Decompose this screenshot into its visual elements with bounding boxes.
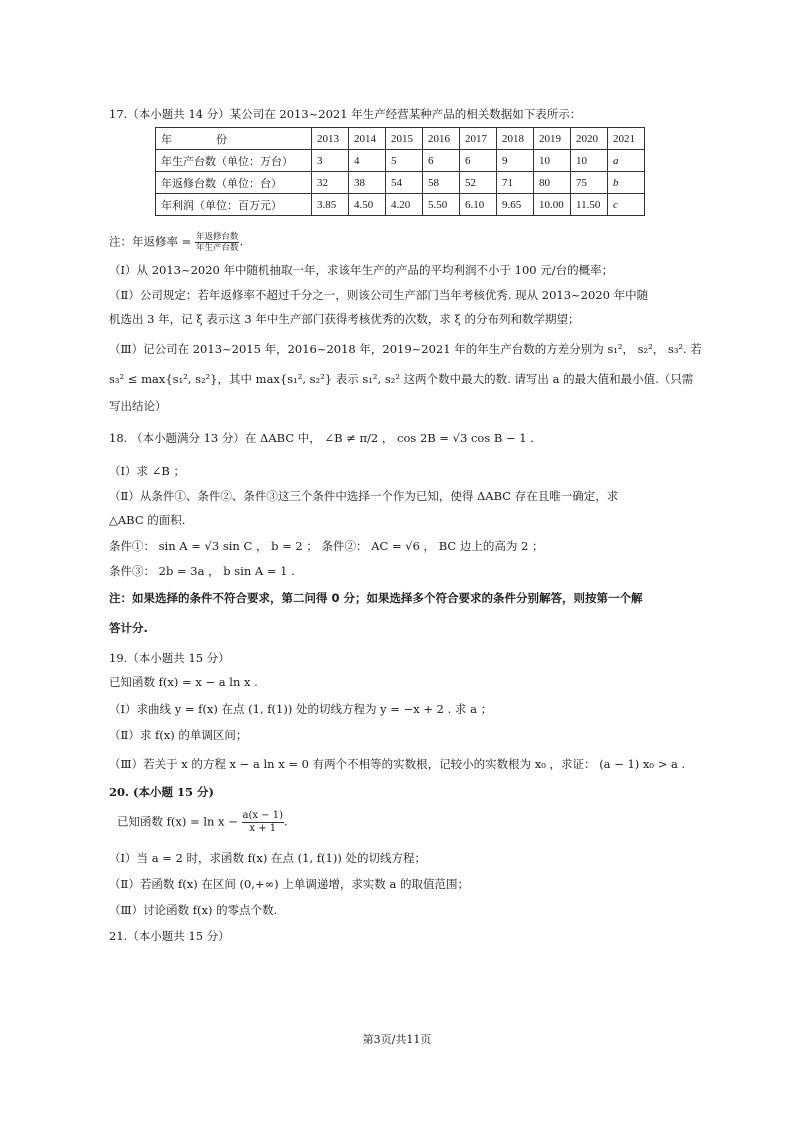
note-suffix: . bbox=[239, 234, 244, 249]
table-cell: 38 bbox=[349, 172, 386, 194]
given-fraction bbox=[242, 810, 285, 835]
note-fraction bbox=[195, 232, 240, 253]
page-footer: 第3页/共11页 bbox=[362, 1033, 432, 1046]
q18-header: 18. （本小题满分 13 分）在 ΔABC 中， ∠B ≠ π/2 ， cos 2B = √3 cos B − 1 . bbox=[109, 431, 534, 445]
q19-header: 19.（本小题共 15 分） bbox=[109, 651, 230, 665]
table-cell: 年利润（单位：百万元） bbox=[156, 194, 312, 216]
table-cell: 2015 bbox=[386, 128, 423, 150]
q18-note-line1: 注：如果选择的条件不符合要求，第二问得 0 分；如果选择多个符合要求的条件分别解答，则按第一个解 bbox=[109, 591, 643, 605]
table-cell: 3.85 bbox=[312, 194, 349, 216]
table-cell: 年生产台数（单位：万台） bbox=[156, 150, 312, 172]
table-cell: 6 bbox=[423, 150, 460, 172]
q17-part1: （Ⅰ）从 2013~2020 年中随机抽取一年，求该年生产的产品的平均利润不小于 100 元/台的概率； bbox=[109, 263, 614, 277]
table-cell: 2019 bbox=[534, 128, 571, 150]
table-cell: 10.00 bbox=[534, 194, 571, 216]
table-cell: 3 bbox=[312, 150, 349, 172]
table-cell: 9 bbox=[497, 150, 534, 172]
table-cell: 10 bbox=[534, 150, 571, 172]
table-cell: a bbox=[608, 150, 645, 172]
table-cell: 2014 bbox=[349, 128, 386, 150]
q17-header: 17.（本小题共 14 分）某公司在 2013~2021 年生产经营某种产品的相关数据如下表所示： bbox=[109, 107, 582, 121]
table-cell: 2020 bbox=[571, 128, 608, 150]
table-cell: 75 bbox=[571, 172, 608, 194]
q20-part1: （Ⅰ）当 a = 2 时，求函数 f(x) 在点 (1, f(1)) 处的切线方程； bbox=[109, 851, 426, 865]
table-cell: 10 bbox=[571, 150, 608, 172]
table-row bbox=[156, 128, 645, 150]
table-cell: 32 bbox=[312, 172, 349, 194]
note-prefix: 注：年返修率 = bbox=[109, 234, 192, 249]
q17-part3-line2: s₃² ≤ max{s₁², s₂²}，其中 max{s₁², s₂²} 表示 s₁², s₂² 这两个数中最大的数. 请写出 a 的最大值和最小值.（只需 bbox=[109, 372, 694, 386]
table-cell: 4.50 bbox=[349, 194, 386, 216]
q20-part3: （Ⅲ）讨论函数 f(x) 的零点个数. bbox=[109, 903, 278, 917]
q17-part3-line1: （Ⅲ）记公司在 2013~2015 年，2016~2018 年，2019~2021 年的年生产台数的方差分别为 s₁²， s₂²， s₃². 若 bbox=[109, 342, 702, 356]
table-cell: 年 份 bbox=[156, 128, 312, 150]
fraction-denominator: x + 1 bbox=[249, 823, 277, 834]
table-cell: 4 bbox=[349, 150, 386, 172]
table-cell: 5 bbox=[386, 150, 423, 172]
table-row bbox=[156, 194, 645, 216]
fraction-numerator: 年返修台数 bbox=[195, 232, 239, 242]
q20-given bbox=[117, 810, 288, 835]
table-cell: 2016 bbox=[423, 128, 460, 150]
q18-part1: （Ⅰ）求 ∠B ； bbox=[109, 464, 185, 478]
q18-conditions-line2: 条件③： 2b = 3a ， b sin A = 1 . bbox=[109, 564, 295, 578]
table-cell: 年返修台数（单位：台） bbox=[156, 172, 312, 194]
table-cell: c bbox=[608, 194, 645, 216]
table-cell: 2017 bbox=[460, 128, 497, 150]
fraction-denominator: 年生产台数 bbox=[195, 243, 239, 253]
fraction-numerator: a(x − 1) bbox=[242, 810, 284, 821]
table-cell: 6.10 bbox=[460, 194, 497, 216]
table-cell: 52 bbox=[460, 172, 497, 194]
q17-data-table bbox=[155, 127, 645, 216]
table-cell: 5.50 bbox=[423, 194, 460, 216]
table-cell: 58 bbox=[423, 172, 460, 194]
table-cell: 11.50 bbox=[571, 194, 608, 216]
table-cell: 80 bbox=[534, 172, 571, 194]
q17-note bbox=[109, 232, 243, 253]
table-row bbox=[156, 172, 645, 194]
table-cell: 2013 bbox=[312, 128, 349, 150]
table-cell: 2018 bbox=[497, 128, 534, 150]
q17-part2-line2: 机选出 3 年，记 ξ 表示这 3 年中生产部门获得考核优秀的次数，求 ξ 的分布列和数学期望； bbox=[109, 312, 580, 326]
q18-part2-line1: （Ⅱ）从条件①、条件②、条件③这三个条件中选择一个作为已知，使得 ΔABC 存在且唯一确定，求 bbox=[109, 489, 619, 503]
q18-part2-line2: △ABC 的面积. bbox=[109, 513, 186, 527]
table-cell: 9.65 bbox=[497, 194, 534, 216]
q20-header: 20. (本小题 15 分) bbox=[109, 785, 214, 799]
q18-conditions-line1: 条件①： sin A = √3 sin C ， b = 2 ； 条件②： AC = √6 ， BC 边上的高为 2 ； bbox=[109, 539, 544, 553]
q19-part3: （Ⅲ）若关于 x 的方程 x − a ln x = 0 有两个不相等的实数根，记较小的实数根为 x₀ ，求证： (a − 1) x₀ > a . bbox=[109, 757, 686, 771]
table-cell: 2021 bbox=[608, 128, 645, 150]
table-row bbox=[156, 150, 645, 172]
given-prefix: 已知函数 f(x) = ln x − bbox=[117, 814, 238, 829]
q17-part2-line1: （Ⅱ）公司规定：若年返修率不超过千分之一，则该公司生产部门当年考核优秀. 现从 2013~2020 年中随 bbox=[109, 288, 649, 302]
q18-note-line2: 答计分. bbox=[109, 621, 148, 635]
table-cell: 54 bbox=[386, 172, 423, 194]
table-cell: 71 bbox=[497, 172, 534, 194]
q21-header: 21.（本小题共 15 分） bbox=[109, 929, 230, 943]
table-cell: 4.20 bbox=[386, 194, 423, 216]
q19-part2: （Ⅱ）求 f(x) 的单调区间； bbox=[109, 728, 248, 742]
q17-part3-line3: 写出结论） bbox=[109, 399, 167, 413]
q19-given: 已知函数 f(x) = x − a ln x . bbox=[109, 675, 258, 689]
q20-part2: （Ⅱ）若函数 f(x) 在区间 (0,+∞) 上单调递增，求实数 a 的取值范围； bbox=[109, 877, 469, 891]
table-cell: b bbox=[608, 172, 645, 194]
given-suffix: . bbox=[284, 814, 288, 829]
q19-part1: （Ⅰ）求曲线 y = f(x) 在点 (1, f(1)) 处的切线方程为 y = −x + 2 . 求 a ； bbox=[109, 702, 493, 716]
table-cell: 6 bbox=[460, 150, 497, 172]
